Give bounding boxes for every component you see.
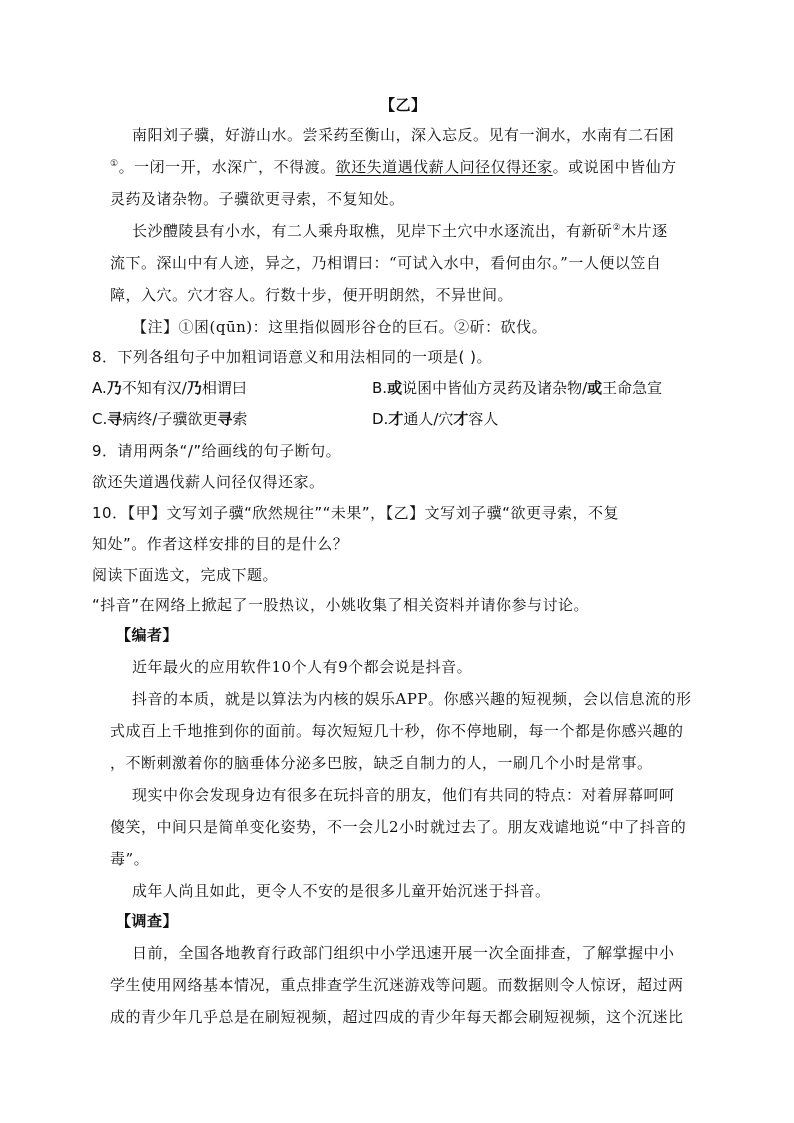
q8-option-d: D.才通人/穴才容人	[372, 410, 499, 428]
question-9: 9．请用两条“/”给画线的句子断句。	[92, 442, 342, 460]
yi-paragraph-2-line-3: 障，入穴。穴才容人。行数十步，便开明朗然，不异世间。	[110, 286, 514, 304]
q8-option-a: A.乃不知有汉/乃相谓曰	[92, 379, 247, 397]
douyin-intro: “抖音”在网络上掀起了一股热议，小姚收集了相关资料并请你参与讨论。	[92, 596, 590, 614]
editor-paragraph-2-line-2: 式成百上千地推到你的面前。每次短短几十秒，你不停地刷，每一个都是你感兴趣的	[110, 722, 684, 740]
yi-paragraph-2-line-2: 流下。深山中有人迹，异之，乃相谓曰：“可试入水中，看何由尔。”一人便以笠自	[110, 254, 662, 272]
yi-paragraph-1-line-2: ①。一闭一开，水深广，不得渡。欲还失道遇伐薪人问径仅得还家。或说囷中皆仙方	[110, 158, 677, 176]
section-heading-yi: 【乙】	[380, 96, 427, 114]
survey-paragraph-line-2: 学生使用网络基本情况，重点排查学生沉迷游戏等问题。而数据则令人惊讶，超过两	[110, 976, 684, 994]
editor-paragraph-3-line-2: 傻笑，中间只是简单变化姿势，不一会儿2小时就过去了。朋友戏谑地说“中了抖音的	[110, 818, 687, 836]
question-10-line-1: 10．【甲】文写刘子骥“欣然规往”“未果”，【乙】文写刘子骥“欲更寻索，不复	[92, 504, 619, 522]
question-9-sentence: 欲还失道遇伐薪人问径仅得还家。	[92, 473, 325, 491]
yi-paragraph-1-line-3: 灵药及诸杂物。子骥欲更寻索，不复知处。	[110, 190, 405, 208]
reading-intro: 阅读下面选文，完成下题。	[92, 566, 279, 584]
survey-heading: 【调查】	[116, 912, 179, 930]
editor-paragraph-3-line-1: 现实中你会发现身边有很多在玩抖音的朋友，他们有共同的特点：对着屏幕呵呵	[132, 786, 675, 804]
footnote-marker-2: ②	[612, 223, 622, 233]
editor-heading: 【编者】	[116, 626, 179, 644]
underlined-sentence: 欲还失道遇伐薪人问径仅得还家	[335, 158, 553, 176]
editor-paragraph-2-line-3: ，不断刺激着你的脑垂体分泌多巴胺，缺乏自制力的人，一刷几个小时是常事。	[110, 754, 653, 772]
yi-paragraph-1-line-1: 南阳刘子骥，好游山水。尝采药至衡山，深入忘反。见有一涧水，水南有二石囷	[132, 126, 675, 144]
editor-paragraph-1: 近年最火的应用软件10个人有9个都会说是抖音。	[132, 658, 473, 676]
editor-paragraph-2-line-1: 抖音的本质，就是以算法为内核的娱乐APP。你感兴趣的短视频，会以信息流的形	[132, 690, 692, 708]
q8-option-b: B.或说囷中皆仙方灵药及诸杂物/或王命急宣	[372, 379, 663, 397]
editor-paragraph-3-line-3: 毒”。	[110, 850, 150, 868]
survey-paragraph-line-1: 日前，全国各地教育行政部门组织中小学迅速开展一次全面排查，了解掌握中小	[132, 944, 675, 962]
survey-paragraph-line-3: 成的青少年几乎总是在刷短视频，超过四成的青少年每天都会刷短视频，这个沉迷比	[110, 1008, 684, 1026]
yi-paragraph-2-line-1: 长沙醴陵县有小水，有二人乘舟取樵，见岸下土穴中水逐流出，有新斫②木片逐	[132, 222, 668, 240]
question-8: 8．下列各组句子中加粗词语意义和用法相同的一项是( )。	[92, 348, 493, 366]
question-10-line-2: 知处”。作者这样安排的目的是什么？	[92, 535, 349, 553]
footnote-marker-1: ①	[110, 159, 119, 169]
q8-option-c: C.寻病终/子骥欲更寻索	[92, 410, 248, 428]
editor-paragraph-4: 成年人尚且如此，更令人不安的是很多儿童开始沉迷于抖音。	[132, 882, 551, 900]
annotation-note: 【注】①囷(qūn)：这里指似圆形谷仓的巨石。②斫：砍伐。	[132, 318, 548, 336]
